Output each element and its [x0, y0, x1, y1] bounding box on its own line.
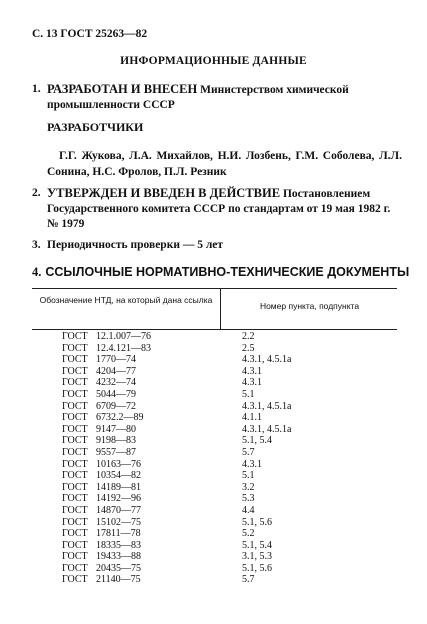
- clause-number: 3.2: [242, 481, 255, 493]
- table-row: [32, 563, 397, 575]
- table-row: [32, 459, 397, 471]
- standard-code: 17811—78: [96, 528, 141, 540]
- clause-number: 2.5: [242, 342, 255, 354]
- column-divider: [220, 289, 221, 329]
- standard-prefix: ГОСТ: [62, 504, 88, 516]
- standard-prefix: ГОСТ: [62, 516, 88, 528]
- standard-prefix: ГОСТ: [62, 551, 88, 563]
- table-row: [32, 435, 397, 447]
- column-header-designation: Обозначение НТД, на который дана ссылка: [39, 295, 213, 305]
- standard-code: 15102—75: [96, 516, 141, 528]
- table-row: [32, 505, 397, 517]
- standard-code: 4232—74: [96, 377, 136, 389]
- section-2-number: 2.: [32, 187, 41, 199]
- clause-number: 2.2: [242, 331, 255, 342]
- standard-code: 14870—77: [96, 504, 141, 516]
- standard-prefix: ГОСТ: [62, 470, 88, 482]
- standard-code: 9147—80: [96, 423, 136, 435]
- clause-number: 5.2: [242, 528, 255, 540]
- standard-prefix: ГОСТ: [62, 354, 88, 366]
- clause-number: 4.3.1, 4.5.1а: [242, 423, 292, 435]
- standard-code: 19433—88: [96, 551, 141, 563]
- standard-code: 12.4.121—83: [96, 342, 151, 354]
- clause-number: 4.3.1, 4.5.1а: [242, 354, 292, 366]
- standard-code: 10163—76: [96, 458, 141, 470]
- clause-number: 5.7: [242, 574, 255, 586]
- table-row: [32, 412, 397, 424]
- standard-code: 21140—75: [96, 574, 141, 586]
- table-row: [32, 551, 397, 563]
- section-1-number: 1.: [32, 83, 41, 95]
- running-head: С. 13 ГОСТ 25263—82: [32, 28, 148, 40]
- standard-code: 6732.2—89: [96, 412, 144, 424]
- clause-number: 4.3.1: [242, 458, 262, 470]
- table-row: [32, 517, 397, 529]
- clause-number: 5.1: [242, 470, 255, 482]
- standard-code: 9198—83: [96, 435, 136, 447]
- clause-number: 5.3: [242, 493, 255, 505]
- section-4-title: ССЫЛОЧНЫЕ НОРМАТИВНО-ТЕХНИЧЕСКИЕ ДОКУМЕНТЫ: [45, 265, 410, 279]
- developers-heading: РАЗРАБОТЧИКИ: [47, 120, 144, 134]
- reference-table: [32, 288, 397, 586]
- section-1-text: [47, 82, 400, 113]
- column-header-clause: Номер пункта, подпункта: [259, 301, 360, 311]
- section-1-body: Министерством химической промышленности СССР: [47, 84, 349, 111]
- reference-docs-heading: [32, 265, 409, 280]
- table-row: [32, 540, 397, 552]
- standard-prefix: ГОСТ: [62, 388, 88, 400]
- clause-number: 5.1, 5.4: [242, 539, 272, 551]
- section-3: [32, 238, 400, 253]
- section-2: [32, 186, 400, 232]
- standard-code: 1770—74: [96, 354, 136, 366]
- clause-number: 5.1: [242, 388, 255, 400]
- standard-prefix: ГОСТ: [62, 342, 88, 354]
- clause-number: 5.7: [242, 446, 255, 458]
- table-body: [32, 331, 397, 586]
- standard-prefix: ГОСТ: [62, 365, 88, 377]
- section-4-number: 4.: [32, 265, 42, 279]
- table-row: [32, 447, 397, 459]
- clause-number: 3.1, 5.3: [242, 551, 272, 563]
- table-row: [32, 493, 397, 505]
- standard-code: 4204—77: [96, 365, 136, 377]
- clause-number: 4.3.1, 4.5.1а: [242, 400, 292, 412]
- table-row: [32, 377, 397, 389]
- standard-prefix: ГОСТ: [62, 458, 88, 470]
- standard-code: 10354—82: [96, 470, 141, 482]
- standard-prefix: ГОСТ: [62, 412, 88, 424]
- standard-prefix: ГОСТ: [62, 400, 88, 412]
- standard-prefix: ГОСТ: [62, 446, 88, 458]
- page-title: ИНФОРМАЦИОННЫЕ ДАННЫЕ: [120, 55, 307, 67]
- clause-number: 5.1, 5.4: [242, 435, 272, 447]
- clause-number: 5.1, 5.6: [242, 562, 272, 574]
- clause-number: 4.3.1: [242, 377, 262, 389]
- clause-number: 4.3.1: [242, 365, 262, 377]
- section-1: [32, 82, 400, 113]
- developers-names: Г.Г. Жукова, Л.А. Михайлов, Н.И. Лозбень, Г.М. Соболева, Л.Л. Сонина, Н.С. Фролов, П.Л. Резник: [47, 150, 402, 178]
- table-row: [32, 389, 397, 401]
- standard-code: 9557—87: [96, 446, 136, 458]
- standard-prefix: ГОСТ: [62, 423, 88, 435]
- table-row: [32, 470, 397, 482]
- standard-code: 20435—75: [96, 562, 141, 574]
- standard-prefix: ГОСТ: [62, 574, 88, 586]
- standard-code: 6709—72: [96, 400, 136, 412]
- standard-code: 18335—83: [96, 539, 141, 551]
- clause-number: 4.1.1: [242, 412, 262, 424]
- table-row: [32, 424, 397, 436]
- table-row: [32, 528, 397, 540]
- section-1-lead: РАЗРАБОТАН И ВНЕСЕН: [47, 82, 198, 96]
- table-row: [32, 331, 397, 343]
- standard-code: 14192—96: [96, 493, 141, 505]
- standard-code: 14189—81: [96, 481, 141, 493]
- standard-prefix: ГОСТ: [62, 562, 88, 574]
- section-2-lead: УТВЕРЖДЕН И ВВЕДЕН В ДЕЙСТВИЕ: [47, 186, 281, 200]
- standard-code: 5044—79: [96, 388, 136, 400]
- standard-prefix: ГОСТ: [62, 435, 88, 447]
- standard-code: 12.1.007—76: [96, 331, 151, 342]
- standard-prefix: ГОСТ: [62, 539, 88, 551]
- table-row: [32, 482, 397, 494]
- table-row: [32, 401, 397, 413]
- standard-prefix: ГОСТ: [62, 528, 88, 540]
- table-header: [32, 289, 397, 330]
- table-row: [32, 354, 397, 366]
- section-3-number: 3.: [32, 239, 41, 251]
- standard-prefix: ГОСТ: [62, 377, 88, 389]
- standard-prefix: ГОСТ: [62, 331, 88, 342]
- clause-number: 4.4: [242, 504, 255, 516]
- table-row: [32, 366, 397, 378]
- section-2-text: [47, 186, 400, 232]
- clause-number: 5.1, 5.6: [242, 516, 272, 528]
- table-row: [32, 343, 397, 355]
- standard-prefix: ГОСТ: [62, 493, 88, 505]
- standard-prefix: ГОСТ: [62, 481, 88, 493]
- table-row: [32, 574, 397, 586]
- section-3-text: Периодичность проверки — 5 лет: [47, 239, 224, 251]
- section-2-body: Постановлением Государственного комитета СССР по стандартам от 19 мая 1982 г. № 1979: [47, 188, 391, 230]
